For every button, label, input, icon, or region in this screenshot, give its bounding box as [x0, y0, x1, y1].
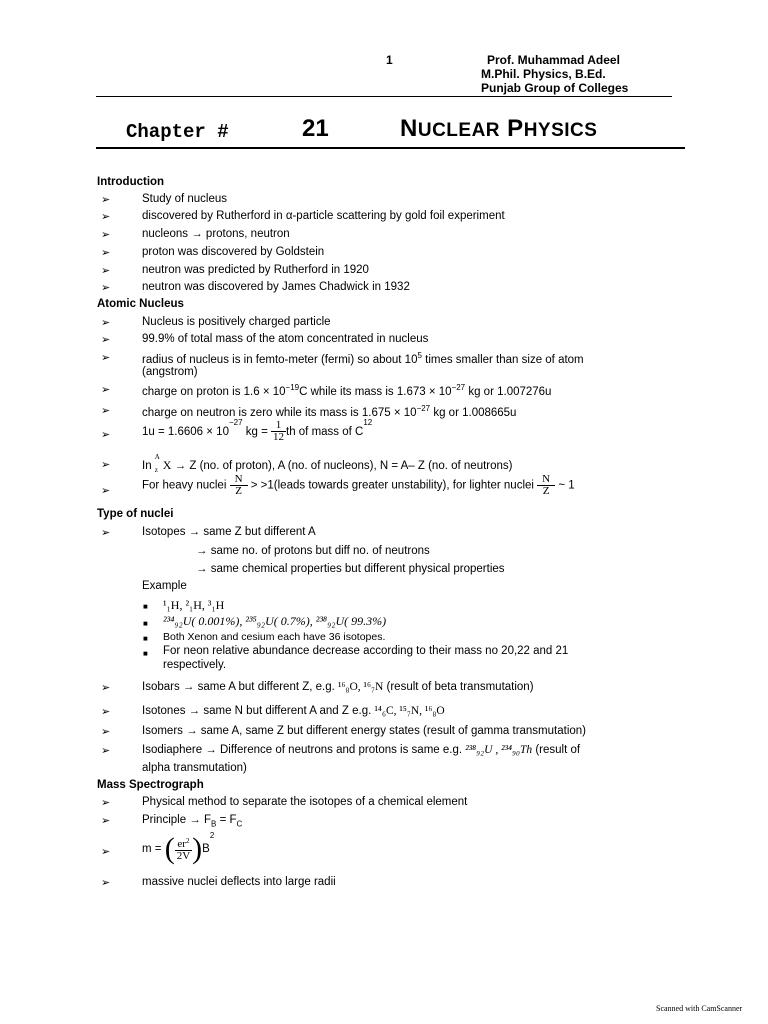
list-item-continuation: (angstrom)	[142, 366, 198, 378]
list-item: Isomers → same A, same Z but different energy states (result of gamma transmutation)	[142, 725, 586, 737]
list-item: Study of nucleus	[142, 193, 228, 205]
chapter-name: NUCLEAR PHYSICS	[400, 115, 598, 142]
list-item: Nucleus is positively charged particle	[142, 316, 331, 328]
list-item-continuation: alpha transmutation)	[142, 762, 247, 774]
list-item: massive nuclei deflects into large radii	[142, 876, 336, 888]
list-item: Principle → $F_B = F_C$	[142, 814, 243, 829]
bullet-arrow-icon: ➢	[101, 247, 111, 259]
fraction: $\frac{1}{12}$	[273, 419, 284, 444]
list-item: Physical method to separate the isotopes of a chemical element	[142, 796, 468, 808]
bullet-arrow-icon: ➢	[101, 282, 111, 294]
bullet-arrow-icon: ➢	[101, 405, 111, 417]
square-bullet-icon: ■	[143, 619, 148, 628]
fraction: $\frac{N}{Z}$	[230, 474, 248, 497]
bullet-arrow-icon: ➢	[101, 726, 111, 738]
author-institution: Punjab Group of Colleges	[481, 81, 629, 95]
fraction: $\frac{N}{Z}$	[537, 474, 555, 497]
bullet-arrow-icon: ➢	[101, 797, 111, 809]
list-item: neutron was discovered by James Chadwick in 1932	[142, 281, 410, 293]
bullet-arrow-icon: ➢	[101, 384, 111, 396]
bullet-arrow-icon: ➢	[101, 527, 111, 539]
list-item: neutron was predicted by Rutherford in 1920	[142, 264, 369, 276]
list-item: For neon relative abundance decrease according to their mass no 20,22 and 21	[163, 645, 569, 657]
list-item: m = ( $\frac{er^2}{2V}$ )$B^2$	[142, 831, 215, 865]
list-item: For heavy nuclei $\frac{N}{Z}$ > >1(leads towards greater unstability), for lighter nuclei $\frac{N}{Z}$ ~ 1	[142, 473, 575, 497]
bullet-arrow-icon: ➢	[101, 194, 111, 206]
type-of-nuclei-heading: Type of nuclei	[97, 508, 174, 520]
list-item: charge on proton is $1.6 \times 10^{-19}C$ while its mass is $1.673 \times 10^{-27}$ kg or 1.007276u	[142, 383, 552, 398]
bullet-arrow-icon: ➢	[101, 877, 111, 889]
bullet-arrow-icon: ➢	[101, 459, 111, 471]
list-subitem: → same no. of protons but diff no. of neutrons	[196, 545, 430, 557]
fraction: $\frac{er^2}{2V}$	[176, 836, 191, 862]
list-item: discovered by Rutherford in α-particle scattering by gold foil experiment	[142, 210, 505, 222]
list-item: ¹₁H, ²₁H, ³₁H	[163, 598, 225, 612]
bullet-arrow-icon: ➢	[101, 682, 111, 694]
list-item: $1u = 1.6606 \times 10^{-27}$ kg = $\frac{1}{12}$ th of mass of $C^{12}$	[142, 418, 373, 444]
bullet-arrow-icon: ➢	[101, 846, 111, 858]
bullet-arrow-icon: ➢	[101, 211, 111, 223]
nuclide-symbol: A z X	[154, 453, 172, 474]
list-item: Isotones → same N but different A and Z e.g. ¹⁴₆C, ¹⁵₇N, ¹⁶₈O	[142, 705, 445, 717]
list-item: Isotopes → same Z but different A	[142, 526, 316, 538]
list-item: Isobars → same A but different Z, e.g. ¹⁶₈O, ¹⁶₇N (result of beta transmutation)	[142, 681, 534, 693]
list-item: charge on neutron is zero while its mass is $1.675 \times 10^{-27}$ kg or 1.008665u	[142, 404, 517, 419]
list-subitem: → same chemical properties but different physical properties	[196, 563, 505, 575]
author-qualification: M.Phil. Physics, B.Ed.	[481, 67, 606, 81]
square-bullet-icon: ■	[143, 634, 148, 643]
square-bullet-icon: ■	[143, 602, 148, 611]
list-item: Isodiaphere → Difference of neutrons and protons is same e.g. ²³⁸₉₂U , ²³⁴₉₀Th (result of	[142, 744, 581, 756]
bullet-arrow-icon: ➢	[101, 352, 111, 364]
list-item: ²³⁴₉₂U( 0.001%), ²³⁵₉₂U( 0.7%), ²³⁸₉₂U( 99.3%)	[163, 614, 387, 628]
page-number: 1	[386, 53, 393, 67]
bullet-arrow-icon: ➢	[101, 229, 111, 241]
bullet-arrow-icon: ➢	[101, 429, 111, 441]
example-label: Example	[142, 580, 187, 592]
square-bullet-icon: ■	[143, 649, 148, 658]
list-item: nucleons → protons, neutron	[142, 228, 290, 240]
list-item: radius of nucleus is in femto-meter (fermi) so about $10^5$ times smaller than size of atom	[142, 351, 584, 366]
list-item: In A z X → Z (no. of proton), A (no. of nucleons), N = A– Z (no. of neutrons)	[142, 453, 513, 474]
list-item: proton was discovered by Goldstein	[142, 246, 325, 258]
bullet-arrow-icon: ➢	[101, 317, 111, 329]
mass-spectrograph-heading: Mass Spectrograph	[97, 779, 204, 791]
chapter-label: Chapter #	[126, 121, 229, 143]
bullet-arrow-icon: ➢	[101, 815, 111, 827]
list-item-continuation: respectively.	[163, 659, 227, 671]
header-rule	[96, 96, 672, 97]
bullet-arrow-icon: ➢	[101, 745, 111, 757]
list-item: Both Xenon and cesium each have 36 isotopes.	[163, 631, 386, 643]
author-name: Prof. Muhammad Adeel	[487, 53, 620, 67]
atomic-nucleus-heading: Atomic Nucleus	[97, 298, 184, 310]
bullet-arrow-icon: ➢	[101, 706, 111, 718]
introduction-heading: Introduction	[97, 176, 165, 188]
title-rule	[96, 147, 685, 149]
bullet-arrow-icon: ➢	[101, 485, 111, 497]
bullet-arrow-icon: ➢	[101, 265, 111, 277]
list-item: 99.9% of total mass of the atom concentrated in nucleus	[142, 333, 429, 345]
bullet-arrow-icon: ➢	[101, 334, 111, 346]
scanner-watermark: Scanned with CamScanner	[656, 1004, 743, 1013]
chapter-number: 21	[302, 115, 329, 142]
